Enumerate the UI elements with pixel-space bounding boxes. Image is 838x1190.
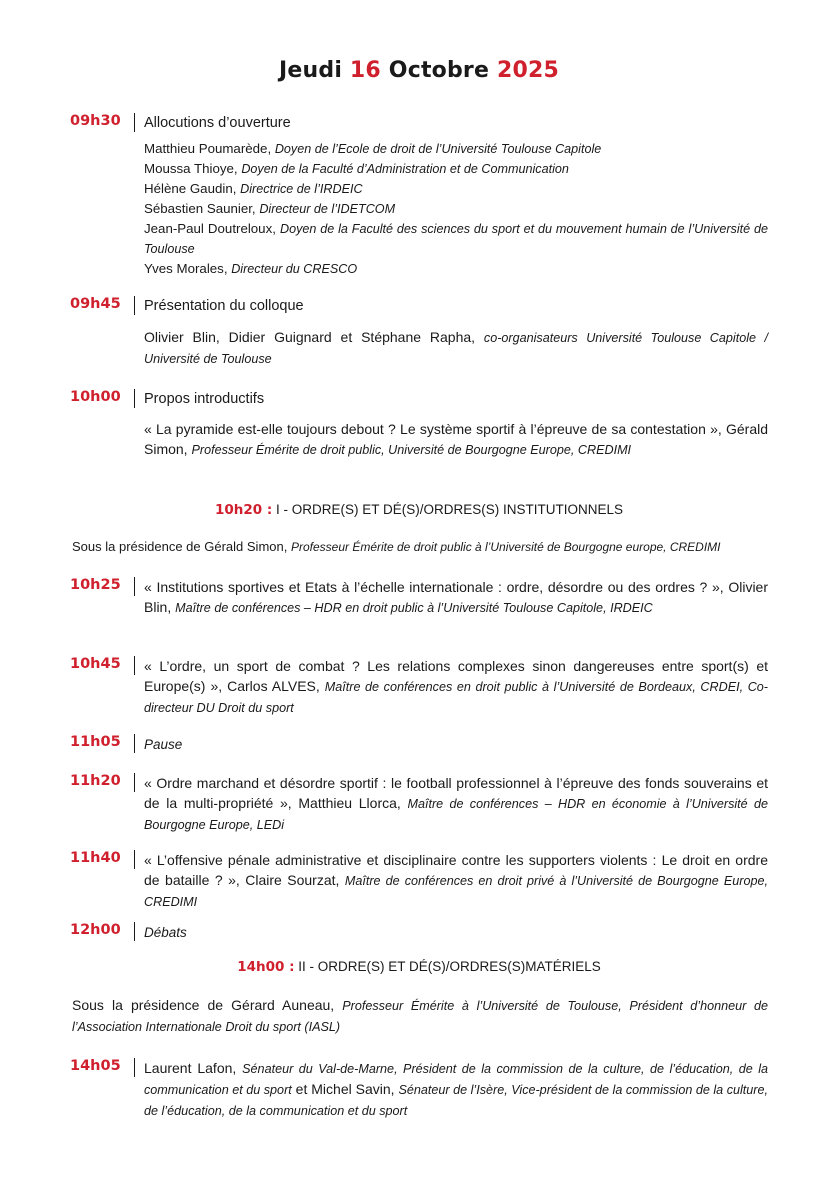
- section-heading-1: 10h20 : I - ORDRE(S) ET DÉ(S)/ORDRES(S) INSTITUTIONNELS: [214, 502, 624, 518]
- entry-text: « L’offensive pénale administrative et disciplinaire contre les supporters violents : Le droit en ordre de bataille ? », Claire Sourzat, Maître de conférences en droit privé à l’Université de Bourgogne Europe, CREDIMI: [144, 852, 768, 909]
- divider: [134, 113, 135, 132]
- time-label: 09h30: [70, 113, 121, 129]
- divider: [134, 577, 135, 596]
- divider: [134, 1058, 135, 1077]
- divider: [134, 296, 135, 315]
- entry-text: Laurent Lafon, Sénateur du Val-de-Marne, Président de la commission de la culture, de l’éducation, de la communication et du sport et Michel Savin, Sénateur de l’Isère, Vice-président de la commission de la culture, de l’éducation, de la communication et du sport: [144, 1060, 768, 1118]
- presidency-1: Sous la présidence de Gérald Simon, Professeur Émérite de droit public à l’Université de Bourgogne europe, CREDIMI: [72, 539, 721, 554]
- speaker-line: Matthieu Poumarède, Doyen de l’Ecole de droit de l’Université Toulouse Capitole: [144, 141, 602, 156]
- title-year: 2025: [496, 58, 559, 83]
- title-day: Jeudi: [279, 58, 343, 83]
- entry-text: Olivier Blin, Didier Guignard et Stéphane Rapha, co-organisateurs Université Toulouse Capitole / Université de Toulouse: [144, 329, 768, 366]
- divider: [134, 850, 135, 869]
- speaker-line: Yves Morales, Directeur du CRESCO: [144, 261, 358, 276]
- divider: [134, 773, 135, 792]
- time-label: 11h05: [70, 734, 121, 750]
- title-month: Octobre: [388, 58, 490, 83]
- time-label: 10h00: [70, 389, 121, 405]
- presidency-2: Sous la présidence de Gérard Auneau, Professeur Émérite à l’Université de Toulouse, Président d’honneur de l’Association Internationale Droit du sport (IASL): [72, 997, 768, 1034]
- divider: [134, 734, 135, 753]
- entry-text: « Institutions sportives et Etats à l’échelle internationale : ordre, désordre ou des ordres ? », Olivier Blin, Maître de conférences – HDR en droit public à l’Université Toulouse Capitole, IRDEIC: [144, 579, 768, 615]
- page-title: [0, 58, 838, 83]
- entry-text: « Ordre marchand et désordre sportif : le football professionnel à l’épreuve des fonds souverains et de la multi-propriété », Matthieu Llorca, Maître de conférences – HDR en économie à l’Université de Bourgogne Europe, LEDi: [144, 775, 768, 832]
- divider: [134, 656, 135, 675]
- entry-heading: Allocutions d’ouverture: [144, 115, 291, 131]
- entry-label: Débats: [144, 925, 187, 940]
- time-label: 11h20: [70, 773, 121, 789]
- time-label: 11h40: [70, 850, 121, 866]
- entry-text: « L’ordre, un sport de combat ? Les relations complexes sinon dangereuses entre sport(s) et Europe(s) », Carlos ALVES, Maître de conférences en droit public à l’Université de Bordeaux, CRDEI, Co-directeur DU Droit du sport: [144, 658, 768, 715]
- divider: [134, 922, 135, 941]
- entry-heading: Présentation du colloque: [144, 298, 304, 314]
- time-label: 09h45: [70, 296, 121, 312]
- speaker-line: Hélène Gaudin, Directrice de l’IRDEIC: [144, 181, 363, 196]
- speaker-line: Jean-Paul Doutreloux, Doyen de la Faculté des sciences du sport et du mouvement humain de l’Université de Toulouse: [144, 221, 768, 256]
- time-label: 10h45: [70, 656, 121, 672]
- divider: [134, 389, 135, 408]
- time-label: 10h25: [70, 577, 121, 593]
- entry-text: « La pyramide est-elle toujours debout ? Le système sportif à l’épreuve de sa contestation », Gérald Simon, Professeur Émérite de droit public, Université de Bourgogne Europe, CREDIMI: [144, 421, 768, 457]
- speaker-line: Sébastien Saunier, Directeur de l’IDETCOM: [144, 201, 396, 216]
- title-daynum: 16: [349, 58, 381, 83]
- entry-label: Pause: [144, 737, 183, 752]
- time-label: 14h05: [70, 1058, 121, 1074]
- entry-heading: Propos introductifs: [144, 391, 265, 407]
- time-label: 12h00: [70, 922, 121, 938]
- section-heading-2: 14h00 : II - ORDRE(S) ET DÉ(S)/ORDRES(S)MATÉRIELS: [237, 959, 601, 975]
- speaker-line: Moussa Thioye, Doyen de la Faculté d’Administration et de Communication: [144, 161, 569, 176]
